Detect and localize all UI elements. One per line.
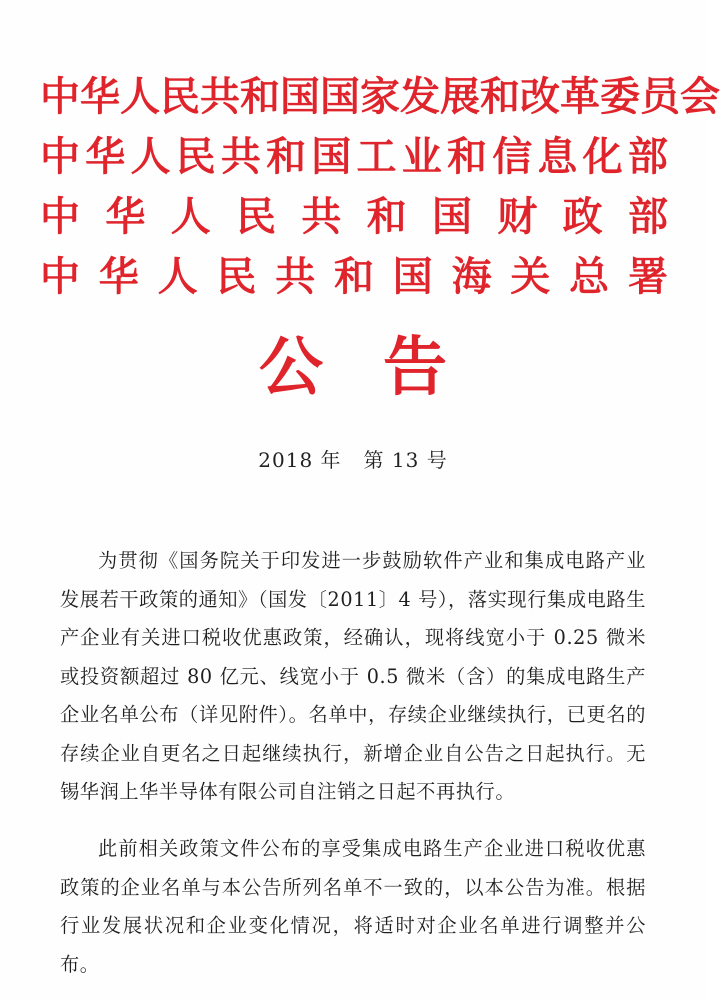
issuer-character: 委 xyxy=(600,73,640,120)
issuer-character: 国 xyxy=(311,133,352,180)
issuer-character: 华 xyxy=(85,133,126,180)
issuer-character: 化 xyxy=(582,133,623,180)
issuer-character: 和 xyxy=(266,133,307,180)
issuer-character: 民 xyxy=(175,133,216,180)
document-type-title: 公告 xyxy=(259,330,507,405)
issuer-character: 和 xyxy=(240,73,280,120)
issuer-character: 和 xyxy=(333,253,374,300)
issuer-character: 民 xyxy=(216,253,257,300)
issuer-character: 和 xyxy=(446,133,487,180)
issuer-character: 展 xyxy=(440,73,480,120)
issuer-character: 员 xyxy=(640,73,680,120)
issuer-mof xyxy=(40,188,668,246)
issuer-character: 国 xyxy=(431,193,472,240)
issuer-character: 息 xyxy=(537,133,578,180)
issuer-character: 共 xyxy=(301,193,342,240)
issuer-miit xyxy=(40,128,668,186)
issuer-character: 人 xyxy=(170,193,211,240)
issuer-character: 中 xyxy=(40,193,80,240)
issuer-character: 海 xyxy=(451,253,492,300)
issuer-ndrc xyxy=(40,68,720,126)
issuer-character: 共 xyxy=(200,73,240,120)
document-serial: 第 13 号 xyxy=(363,448,448,472)
issuer-character: 信 xyxy=(492,133,533,180)
issuer-character: 业 xyxy=(401,133,442,180)
issuer-character: 改 xyxy=(520,73,560,120)
issuer-character: 华 xyxy=(105,193,146,240)
issuer-character: 民 xyxy=(235,193,276,240)
issuer-character: 人 xyxy=(130,133,171,180)
issuer-character: 总 xyxy=(569,253,610,300)
issuer-character: 人 xyxy=(157,253,198,300)
issuer-character: 部 xyxy=(627,193,668,240)
issuer-character: 华 xyxy=(80,73,120,120)
issuer-character: 家 xyxy=(360,73,400,120)
issuer-character: 共 xyxy=(275,253,316,300)
document-number xyxy=(0,444,706,473)
issuer-character: 工 xyxy=(356,133,397,180)
issuer-character: 会 xyxy=(680,73,720,120)
issuer-character: 华 xyxy=(98,253,139,300)
issuer-character: 和 xyxy=(480,73,520,120)
document-year: 2018 年 xyxy=(258,448,342,472)
issuer-character: 中 xyxy=(40,253,80,300)
issuer-character: 和 xyxy=(366,193,407,240)
issuer-character: 署 xyxy=(627,253,668,300)
issuer-character: 发 xyxy=(400,73,440,120)
issuer-character: 中 xyxy=(40,73,80,120)
issuer-customs xyxy=(40,248,668,306)
issuer-character: 民 xyxy=(160,73,200,120)
issuer-character: 关 xyxy=(510,253,551,300)
issuer-character: 国 xyxy=(280,73,320,120)
issuer-character: 财 xyxy=(497,193,538,240)
issuer-character: 政 xyxy=(562,193,603,240)
body-paragraph-2: 此前相关政策文件公布的享受集成电路生产企业进口税收优惠政策的企业名单与本公告所列名单不一致的，以本公告为准。根据行业发展状况和企业变化情况，将适时对企业名单进行调整并公布。 xyxy=(60,837,646,976)
issuer-character: 革 xyxy=(560,73,600,120)
issuer-character: 人 xyxy=(120,73,160,120)
issuer-character: 部 xyxy=(627,133,668,180)
issuer-character: 中 xyxy=(40,133,80,180)
issuer-character: 共 xyxy=(220,133,261,180)
issuer-character: 国 xyxy=(392,253,433,300)
issuer-character: 国 xyxy=(320,73,360,120)
body-paragraph-1: 为贯彻《国务院关于印发进一步鼓励软件产业和集成电路产业发展若干政策的通知》（国发〔2011〕4 号），落实现行集成电路生产企业有关进口税收优惠政策，经确认，现将线宽小于 0.25 微米或投资额超过 80 亿元、线宽小于 0.5 微米（含）的集成电路生产企业名单公布（详见附件）。名单中，存续企业继续执行，已更名的存续企业自更名之日起继续执行，新增企业自公告之日起执行。无锡华润上华半导体有限公司自注销之日起不再执行。 xyxy=(60,549,646,804)
